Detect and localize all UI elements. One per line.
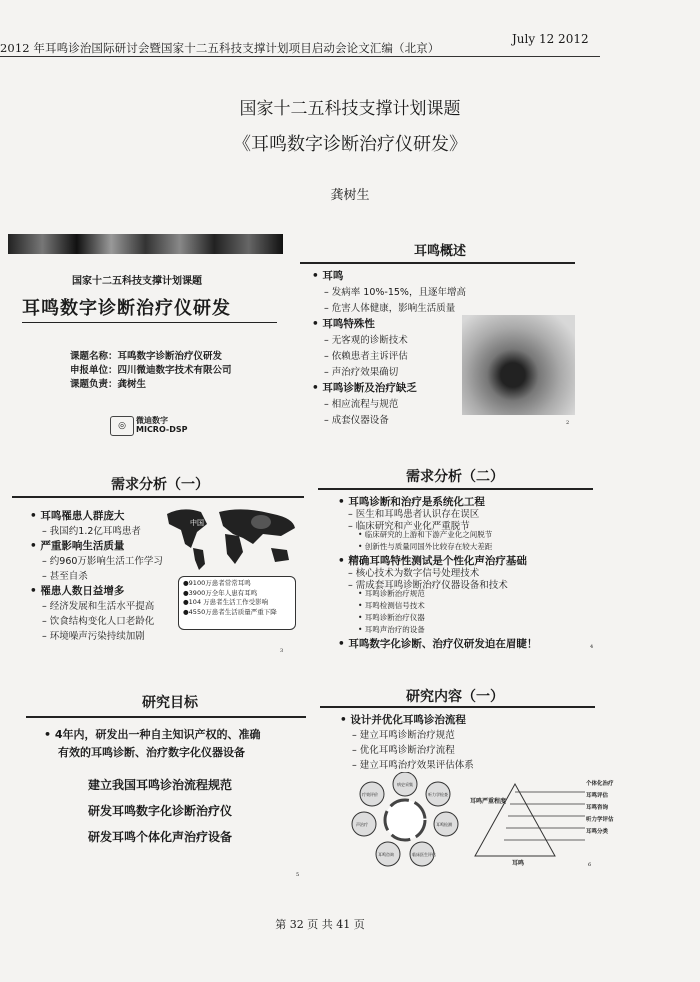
slide5-lead-cont: 有效的耳鸣诊断、治疗数字化仪器设备 <box>58 746 245 759</box>
slide4-title: 需求分析（二） <box>406 469 504 485</box>
logo-cn: 微迪数字 <box>136 416 168 425</box>
bullet-item: – 发病率 10%-15%，且逐年增高 <box>324 287 466 298</box>
bullet-item: – 临床研究和产业化严重脱节 <box>348 520 470 532</box>
bullet-item: – 相应流程与规范 <box>324 399 399 410</box>
slide4-rule <box>318 488 593 490</box>
bullet-item: • 耳鸣 <box>312 270 344 282</box>
slide3-callout <box>178 576 296 630</box>
triangle-level: 耳鸣评估 <box>586 793 609 799</box>
ear-photo <box>462 315 575 415</box>
bullet-item: • 罹患人数日益增多 <box>30 585 125 597</box>
bullet-item: – 饮食结构变化人口老龄化 <box>42 616 155 627</box>
slide1-photo-strip <box>8 234 283 254</box>
bullet-item: – 甚至自杀 <box>42 571 88 582</box>
bullet-item: • 精确耳鸣特性测试是个性化声治疗基础 <box>338 555 527 567</box>
paper-subtitle: 《耳鸣数字诊断治疗仪研发》 <box>233 134 467 155</box>
bullet-item: – 需成套耳鸣诊断治疗仪器设备和技术 <box>348 579 508 591</box>
slide1-subtitle: 国家十二五科技支撑计划课题 <box>72 276 202 287</box>
paper-title: 国家十二五科技支撑计划课题 <box>239 99 461 119</box>
bullet-item: – 声治疗效果确切 <box>324 367 399 378</box>
bullet-item: • 耳鸣诊断和治疗是系统化工程 <box>338 496 485 508</box>
cycle-label: 听力学检查 <box>428 792 448 797</box>
triangle-level: 耳鸣咨询 <box>586 805 609 811</box>
bullet-item: – 经济发展和生活水平提高 <box>42 601 155 612</box>
page-number: 第 32 页 共 41 页 <box>275 918 365 931</box>
callout-line: ●3900万全年人患有耳鸣 <box>183 588 258 597</box>
bullet-item: • 严重影响生活质量 <box>30 540 125 552</box>
slide6-rule <box>320 706 595 708</box>
slide1-info-lead: 课题负责：龚树生 <box>70 379 147 390</box>
bullet-item: – 优化耳鸣诊断治疗流程 <box>352 745 455 756</box>
bullet-item: – 成套仪器设备 <box>324 415 389 426</box>
bullet-item: • 耳鸣声治疗的设备 <box>358 624 425 634</box>
header-date: July 12 2012 <box>512 32 589 46</box>
slide6-title: 研究内容（一） <box>406 689 504 705</box>
slide3-page: 3 <box>280 648 284 654</box>
bullet-item: • 临床研究的上游和下游产业化之间脱节 <box>358 530 493 540</box>
header-title: 2012 年耳鸣诊治国际研讨会暨国家十二五科技支撑计划项目启动会论文汇编（北京） <box>0 41 440 55</box>
cycle-labels <box>350 772 460 868</box>
slide6-page: 6 <box>588 862 592 868</box>
header-rule <box>0 56 600 57</box>
bullet-item: • 耳鸣诊断治疗规范 <box>358 589 425 599</box>
bullet-item: • 耳鸣诊断及治疗缺乏 <box>312 382 417 394</box>
triangle-left-label: 耳鸣严重程度 <box>470 798 507 805</box>
bullet-item: • 耳鸣数字化诊断、治疗仪研发迫在眉睫！ <box>338 637 538 650</box>
goal-item: 建立我国耳鸣诊治流程规范 <box>88 778 233 792</box>
bullet-item: – 我国约1.2亿耳鸣患者 <box>42 526 141 537</box>
callout-line: ●4550万患者生活质量严重下降 <box>183 607 277 616</box>
triangle-diagram <box>470 780 600 870</box>
slide1-info-name: 课题名称：耳鸣数字诊断治疗仪研发 <box>70 351 223 362</box>
cycle-label: 声治疗 <box>356 822 368 827</box>
bullet-item: • 耳鸣诊断治疗仪器 <box>358 613 425 622</box>
triangle-level: 个体化治疗 <box>586 781 614 787</box>
cycle-label: 疗效评价 <box>362 792 378 797</box>
bullet-item: • 耳鸣罹患人群庞大 <box>30 510 125 522</box>
bullet-item: – 无客观的诊断技术 <box>324 335 408 346</box>
bullet-item: – 建立耳鸣诊断治疗规范 <box>352 730 455 741</box>
slide1-logo <box>136 416 188 434</box>
callout-line: ●9100万患者常常耳鸣 <box>183 579 251 587</box>
slide1-title: 耳鸣数字诊断治疗仪研发 <box>22 298 231 319</box>
bullet-item: – 环境噪声污染持续加剧 <box>42 631 145 642</box>
bullet-item: • 设计并优化耳鸣诊治流程 <box>340 714 466 726</box>
slide5-rule <box>26 716 306 718</box>
cycle-label: 耳鸣检测 <box>436 822 452 827</box>
slide3-rule <box>12 496 304 498</box>
bullet-item: • 创新性与质量同国外比较存在较大差距 <box>358 542 493 552</box>
bullet-item: – 约960万影响生活工作学习 <box>42 556 163 567</box>
paper-author: 龚树生 <box>330 188 370 203</box>
cycle-label: 临床医生评估 <box>412 852 436 857</box>
slide1-info-unit: 申报单位：四川微迪数字技术有限公司 <box>70 365 232 376</box>
goal-item: 研发耳鸣个体化声治疗设备 <box>88 830 233 844</box>
triangle-bottom-label: 耳鸣 <box>512 860 525 867</box>
bullet-item: – 医生和耳鸣患者认识存在误区 <box>348 508 480 520</box>
triangle-level: 耳鸣分类 <box>586 829 609 835</box>
slide1-rule <box>22 322 277 323</box>
cycle-label: 病史采集 <box>397 782 413 787</box>
slide5-title: 研究目标 <box>142 695 198 711</box>
slide4-page: 4 <box>590 644 594 650</box>
triangle-right-labels <box>586 778 614 838</box>
bullet-item: – 依赖患者主诉评估 <box>324 351 408 362</box>
slide2-page: 2 <box>566 420 570 426</box>
triangle-level: 听力学评估 <box>586 817 614 823</box>
logo-en: MICRO-DSP <box>136 425 188 434</box>
slide5-lead: • 4年内，研发出一种自主知识产权的、准确 <box>44 728 261 741</box>
map-china-label: 中国 <box>190 519 204 527</box>
slide2-title: 耳鸣概述 <box>413 244 466 259</box>
cycle-label: 耳鸣咨询 <box>378 852 394 857</box>
world-map-icon <box>163 504 301 572</box>
logo-icon: ◎ <box>110 416 134 436</box>
bullet-item: • 耳鸣特殊性 <box>312 318 375 330</box>
bullet-item: – 危害人体健康，影响生活质量 <box>324 303 456 314</box>
slide5-page: 5 <box>296 872 300 878</box>
callout-line: ●104 万患者生活工作受影响 <box>183 598 269 606</box>
bullet-item: • 耳鸣检测信号技术 <box>358 601 425 611</box>
slide3-title: 需求分析（一） <box>111 477 209 493</box>
goal-item: 研发耳鸣数字化诊断治疗仪 <box>88 804 233 818</box>
bullet-item: – 建立耳鸣治疗效果评估体系 <box>352 760 474 771</box>
bullet-item: – 核心技术为数字信号处理技术 <box>348 567 480 579</box>
slide2-rule <box>300 262 575 264</box>
